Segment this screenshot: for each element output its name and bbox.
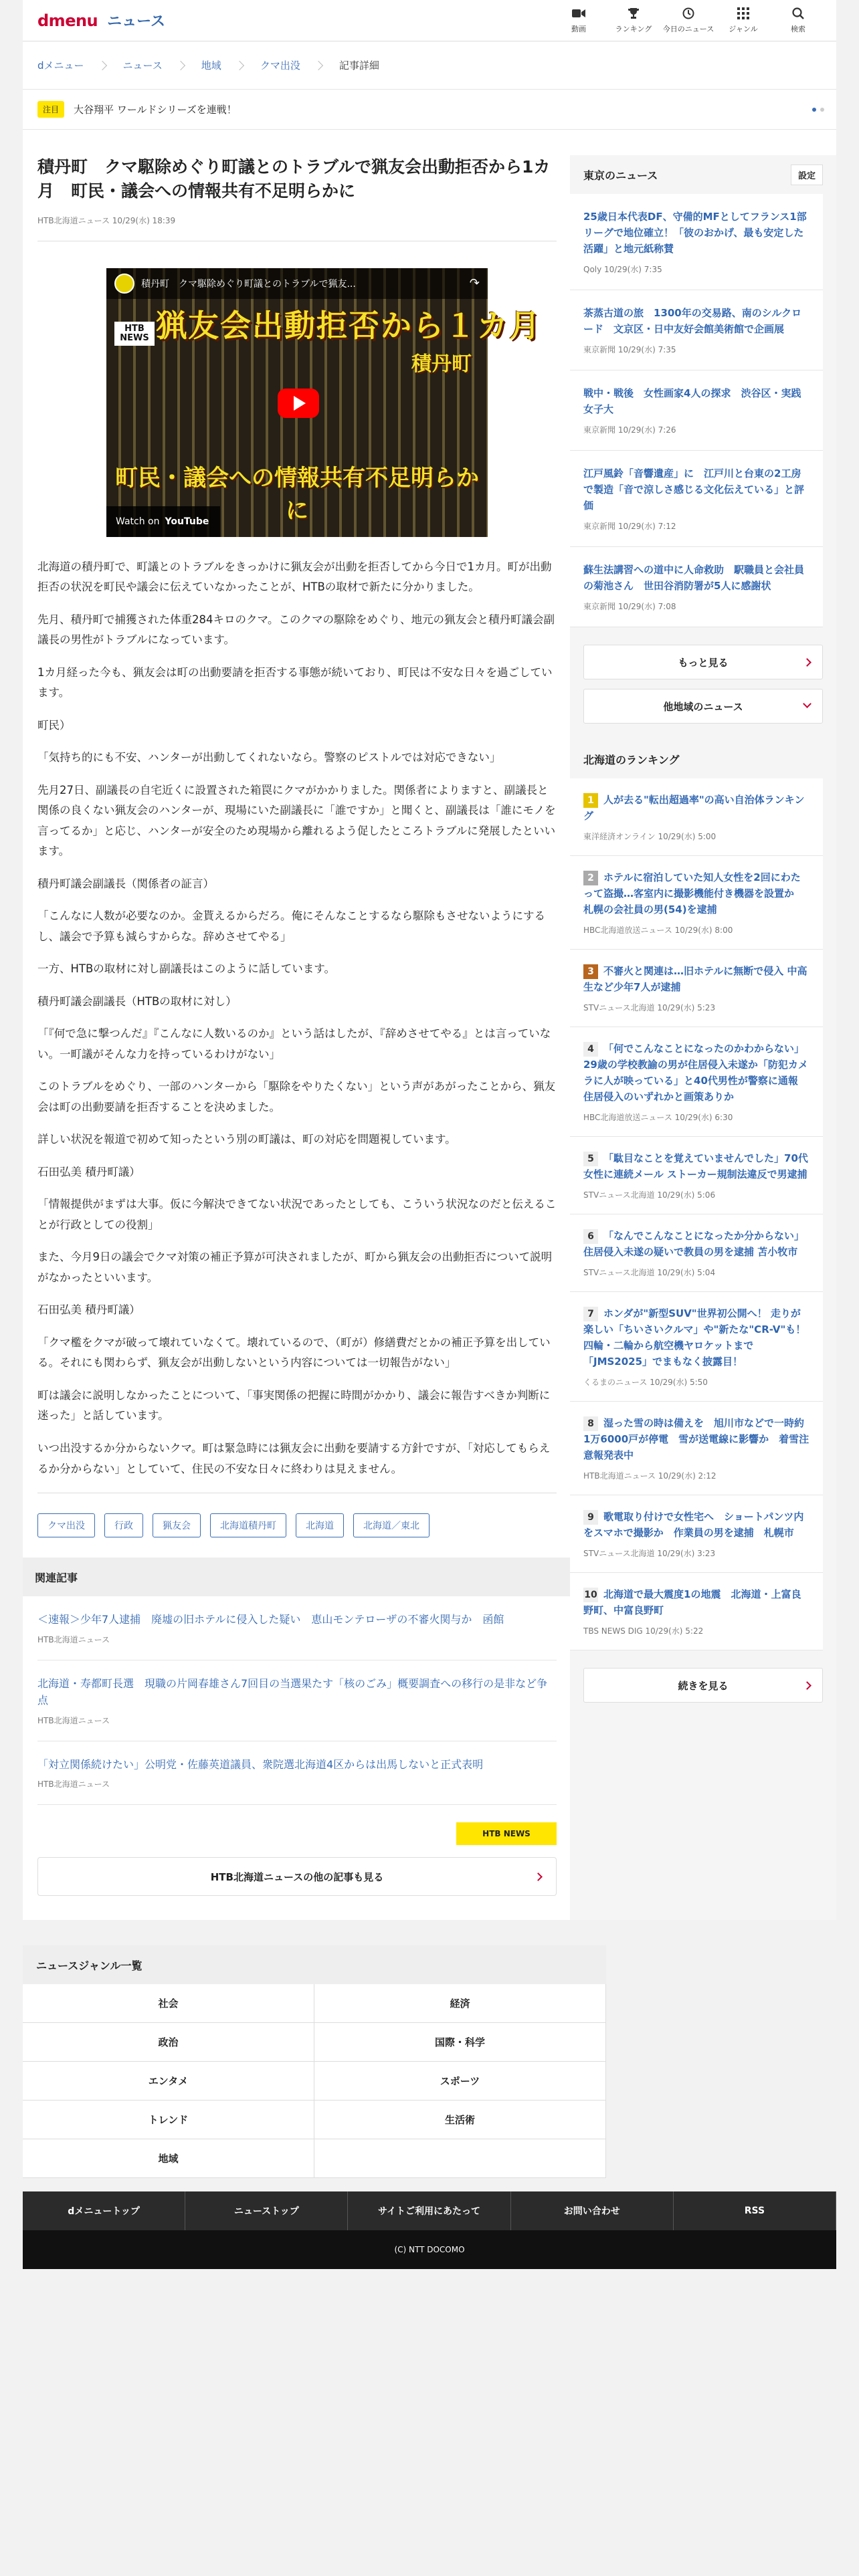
region-news-title[interactable]: 25歳日本代表DF、守備的MFとしてフランス1部リーグで地位確立！「彼のおかげ、最も安定した活躍」と地元紙称賛: [583, 211, 807, 255]
rank-number: 9: [583, 1510, 598, 1525]
ticker-text[interactable]: 大谷翔平 ワールドシリーズを連戦！: [74, 104, 237, 116]
other-region-label: 他地域のニュース: [663, 700, 743, 713]
ranking-title[interactable]: 不審火と関連は…旧ホテルに無断で侵入 中高生など少年7人が逮捕: [583, 965, 807, 993]
ranking-title[interactable]: 「駄目なことを覚えていませんでした」70代女性に連続メール ストーカー規制法違反で男逮捕: [583, 1152, 808, 1180]
article-paragraph: 先月、積丹町で捕獲された体重284キロのクマ。このクマの駆除をめぐり、地元の猟友会と積丹町議会副議長の男性がトラブルになっています。: [37, 613, 555, 647]
spacer: [570, 1650, 823, 1668]
ranking-title[interactable]: ホテルに宿泊していた知人女性を2回にわたって盗撮…客室内に撮影機能付き機器を設置か 札幌の会社員の男(54)を逮捕: [583, 871, 805, 916]
chevron-down-icon: [803, 700, 812, 708]
ranking-title[interactable]: ホンダが"新型SUV"世界初公開へ！ 走りが楽しい「ちいさいクルマ」や"新たな"CR-V"も！ 四輪・二輪から航空機ヤロケットまで「JMS2025」でまもなく披露目！: [583, 1307, 806, 1368]
article-paragraph: 「『何で急に撃つんだ』『こんなに人数いるのか』という話はしたが、『辞めさせてやる』とは言っていない。一町議がそんな力を持っているわけがない」: [37, 1027, 551, 1061]
tag-link[interactable]: 行政: [104, 1513, 143, 1537]
genre-link[interactable]: 経済: [314, 1984, 606, 2023]
chevron-right-icon: [235, 60, 244, 70]
nav-ranking[interactable]: [606, 1, 661, 41]
genre-link[interactable]: 地域: [23, 2139, 314, 2178]
video-title[interactable]: 積丹町 クマ駆除めぐり町議とのトラブルで猟友...: [141, 278, 356, 290]
content-columns: [23, 130, 836, 1920]
chevron-right-icon: [314, 60, 323, 70]
genre-heading: ニュースジャンル一覧: [23, 1945, 606, 1984]
article-paragraph: 「クマ檻をクマが破って壊れていなくて。壊れているので、（町が）修繕費だとかの補正予算を出している。それにも関わらず、猟友会が出動しないという内容については一切報告がない」: [37, 1335, 551, 1370]
ranking-source: HBC北海道放送ニュース 10/29(水) 6:30: [583, 1113, 733, 1122]
nav-search[interactable]: [771, 1, 826, 41]
ticker-dot[interactable]: [820, 108, 824, 112]
article-meta: HTB北海道ニュース 10/29(水) 18:39: [37, 215, 557, 241]
region-news-title: 東京のニュース: [583, 169, 658, 182]
ranking-source: STVニュース北海道 10/29(水) 5:06: [583, 1190, 716, 1200]
footer-link[interactable]: ニューストップ: [185, 2191, 348, 2230]
ranking-source: STVニュース北海道 10/29(水) 3:23: [583, 1549, 716, 1558]
region-news-item[interactable]: [570, 547, 823, 627]
ranking-item[interactable]: [570, 1137, 823, 1214]
site-header: [23, 0, 836, 41]
channel-avatar[interactable]: [114, 274, 134, 294]
genre-link[interactable]: 社会: [23, 1984, 314, 2023]
related-item[interactable]: [37, 1596, 557, 1660]
ranking-item[interactable]: [570, 1495, 823, 1573]
article-paragraph: 先月27日、副議長の自宅近くに設置された箱罠にクマがかかりました。関係者によりますと、副議長と関係の良くない猟友会のハンターが、現場にいた副議長に「誰ですか」と聞くと、副議長は「誰にモノを言ってるか」と応じ、ハンターが安全のため現場から離れるよう促したところトラブルに発展したといいます。: [37, 783, 556, 858]
main-column: [23, 155, 570, 1920]
rank-number: 3: [583, 964, 598, 979]
logo-news: ニュース: [107, 13, 166, 30]
tag-link[interactable]: クマ出没: [37, 1513, 95, 1537]
breadcrumb: [23, 41, 836, 90]
logo-dmenu: dmenu: [37, 11, 98, 30]
nav-video[interactable]: [551, 1, 606, 41]
related-item[interactable]: [37, 1660, 557, 1741]
article-paragraph: 「情報提供がまずは大事。仮に今解決できてない状況であったとしても、こういう状況なのだと伝えることが行政としての役割」: [37, 1198, 557, 1231]
related-title[interactable]: 北海道・寿都町長選 現職の片岡春雄さん7回目の当選果たす「核のごみ」概要調査への移行の是非など争点: [37, 1677, 548, 1707]
genre-link[interactable]: 生活術: [314, 2101, 606, 2139]
news-ticker[interactable]: [23, 90, 836, 130]
more-htb-articles-button[interactable]: [37, 1857, 557, 1896]
play-button[interactable]: [278, 389, 319, 418]
chevron-right-icon: [803, 1681, 812, 1690]
chevron-right-icon: [803, 658, 812, 667]
article-paragraph: 「こんなに人数が必要なのか。金貰えるからだろ。俺にそんなことするなら駆除もさせないようにするし、議会で予算も減らすからな。辞めさせてやる」: [37, 909, 545, 943]
site-logo[interactable]: [37, 10, 165, 31]
ranking-source: 東洋経済オンライン 10/29(水) 5:00: [583, 832, 717, 841]
article-paragraph: 詳しい状況を報道で初めて知ったという別の町議は、町の対応を問題視しています。: [37, 1133, 456, 1146]
ticker-badge: 注目: [37, 101, 64, 118]
copyright: (C) NTT DOCOMO: [23, 2230, 836, 2269]
region-news-source: 東京新聞 10/29(水) 7:12: [583, 522, 676, 531]
spacer: [37, 1896, 557, 1920]
tag-link[interactable]: 北海道: [296, 1513, 344, 1537]
nav-video-label: 動画: [571, 25, 586, 33]
article-paragraph: 北海道の積丹町で、町議とのトラブルをきっかけに猟友会が出動を拒否してから今日で1カ月。町が出動拒否の状況を町民や議会に伝えていなかったことが、HTBの取材で新たに分かりました。: [37, 560, 552, 594]
region-news-item[interactable]: [570, 451, 823, 547]
nav-search-label: 検索: [791, 25, 805, 33]
ranking-title[interactable]: 「なんでこんなことになったか分からない」住居侵入未遂の疑いで教員の男を逮捕 苫小牧市: [583, 1230, 805, 1258]
rank-number: 1: [583, 793, 598, 808]
region-news-heading: [570, 155, 823, 194]
footer-link[interactable]: サイトご利用にあたって: [348, 2191, 510, 2230]
article-body: [37, 557, 557, 1480]
htb-logo[interactable]: HTB NEWS: [456, 1822, 557, 1845]
spacer: [570, 679, 823, 689]
footer-link[interactable]: お問い合わせ: [511, 2191, 674, 2230]
ticker-dot[interactable]: [812, 108, 816, 112]
more-htb-label: HTB北海道ニュースの他の記事も見る: [210, 1870, 384, 1883]
breadcrumb-bear[interactable]: クマ出没: [260, 60, 300, 72]
article-paragraph: 石田弘美 積丹町議）: [37, 1303, 140, 1317]
ranking-title[interactable]: 「何でこんなことになったのかわからない」29歳の学校教諭の男が住居侵入未遂か「防犯カメラに人が映っている」と40代男性が警察に通報 住居侵入のいずれかと画策ありか: [583, 1043, 808, 1103]
region-more-button[interactable]: [583, 645, 823, 679]
region-news-title[interactable]: 江戸風鈴「音響遺産」に 江戸川と台東の2工房で製造「音で涼しさ感じる文化伝えている」と評価: [583, 467, 805, 512]
rank-number: 6: [583, 1229, 598, 1244]
ranking-title[interactable]: 湿った雪の時は備えを 旭川市などで一時約1万6000戸が停電 雪が送電線に影響か 着雪注意報発表中: [583, 1417, 809, 1461]
related-source: HTB北海道ニュース: [37, 1634, 110, 1644]
genre-link[interactable]: エンタメ: [23, 2062, 314, 2101]
related-heading: 関連記事: [23, 1558, 570, 1596]
breadcrumb-news[interactable]: ニュース: [122, 60, 163, 72]
rank-number: 7: [583, 1307, 598, 1321]
ranking-item[interactable]: [570, 950, 823, 1027]
region-more-label: もっと見る: [678, 656, 729, 669]
ranking-title[interactable]: 北海道で最大震度1の地震 北海道・上富良野町、中富良野町: [583, 1588, 801, 1616]
page: [23, 0, 836, 2269]
region-news-item[interactable]: [570, 290, 823, 370]
ranking-item[interactable]: [570, 856, 823, 950]
ranking-source: くるまのニュース 10/29(水) 5:50: [583, 1378, 708, 1387]
region-news-title[interactable]: 戦中・戦後 女性画家4人の探求 渋谷区・実践女子大: [583, 387, 801, 415]
tag-link[interactable]: 猟友会: [153, 1513, 201, 1537]
rank-number: 5: [583, 1152, 598, 1166]
article-paragraph: 「気持ち的にも不安、ハンターが出動してくれないなら。警察のピストルでは対応できない」: [37, 751, 501, 764]
article-paragraph: 一方、HTBの取材に対し副議長はこのように話しています。: [37, 962, 335, 976]
ticker-dots: [812, 108, 824, 112]
settings-button[interactable]: 設定: [791, 165, 823, 185]
breadcrumb-dmenu[interactable]: dメニュー: [37, 60, 84, 72]
tag-link[interactable]: 北海道／東北: [353, 1513, 430, 1537]
sidebar: [570, 155, 836, 1920]
region-news-source: 東京新聞 10/29(水) 7:26: [583, 425, 676, 435]
related-title[interactable]: ＜速報＞少年7人逮捕 廃墟の旧ホテルに侵入した疑い 恵山モンテローザの不審火関与か 函館: [37, 1613, 504, 1626]
ranking-more-button[interactable]: [583, 1668, 823, 1703]
ranking-source: HTB北海道ニュース 10/29(水) 2:12: [583, 1471, 717, 1481]
region-news-source: 東京新聞 10/29(水) 7:08: [583, 602, 676, 611]
watch-on-youtube[interactable]: [106, 506, 220, 537]
genre-section: [23, 1920, 836, 2269]
ranking-source: STVニュース北海道 10/29(水) 5:04: [583, 1268, 716, 1277]
ranking-heading: [570, 740, 823, 778]
breadcrumb-region[interactable]: 地域: [201, 60, 221, 72]
video-icon: [571, 7, 586, 20]
article-paragraph: 町民）: [37, 718, 71, 732]
footer-nav: [23, 2191, 836, 2230]
ranking-source: STVニュース北海道 10/29(水) 5:23: [583, 1003, 716, 1012]
nav-genre[interactable]: [716, 1, 771, 41]
nav-genre-label: ジャンル: [729, 25, 758, 33]
rank-number: 10: [583, 1588, 598, 1602]
region-news-item[interactable]: [570, 370, 823, 451]
ranking-source: TBS NEWS DIG 10/29(水) 5:22: [583, 1626, 704, 1636]
rank-number: 2: [583, 871, 598, 885]
genre-link[interactable]: スポーツ: [314, 2062, 606, 2101]
genre-link[interactable]: 政治: [23, 2023, 314, 2062]
chevron-right-icon: [176, 60, 185, 70]
video-player[interactable]: [106, 268, 541, 537]
video-caption-town: 積丹町: [411, 352, 472, 376]
genre-grid: [23, 1984, 606, 2178]
ranking-source: HBC北海道放送ニュース 10/29(水) 8:00: [583, 926, 733, 935]
ranking-title[interactable]: 歌電取り付けで女性宅へ ショートパンツ内をスマホで撮影か 作業員の男を逮捕 札幌市: [583, 1511, 804, 1539]
video-caption-bottom: 町民・議会への情報共有不足明らかに: [115, 464, 479, 524]
chevron-right-icon: [97, 60, 106, 70]
genre-link[interactable]: 国際・科学: [314, 2023, 606, 2062]
article-paragraph: いつ出没するか分からないクマ。町は緊急時には猟友会に出動を要請する方針ですが、「対応してもらえるか分からない」としていて、住民の不安な日々に終わりは見えません。: [37, 1442, 551, 1475]
tag-link[interactable]: 北海道積丹町: [210, 1513, 286, 1537]
ranking-item[interactable]: [570, 1292, 823, 1402]
region-news-item[interactable]: [570, 194, 823, 290]
share-icon[interactable]: ↷: [469, 276, 480, 290]
ranking-item[interactable]: [570, 1573, 823, 1650]
trophy-icon: [626, 7, 641, 20]
article-paragraph: 石田弘美 積丹町議）: [37, 1165, 140, 1178]
related-footer: [37, 1805, 557, 1857]
ranking-title: 北海道のランキング: [583, 753, 680, 766]
clock-icon: [681, 7, 696, 20]
youtube-logo: YouTube: [165, 516, 209, 527]
tag-list: [37, 1493, 557, 1558]
article-title: 積丹町 クマ駆除めぐり町議とのトラブルで猟友会出動拒否から1カ月 町民・議会への情報共有不足明らかに: [37, 157, 551, 201]
header-nav: [551, 1, 826, 41]
nav-ranking-label: ランキング: [615, 25, 652, 33]
nav-today[interactable]: [661, 1, 716, 41]
nav-today-label: 今日のニュース: [662, 25, 714, 33]
spacer: [570, 724, 823, 740]
spacer: [570, 627, 823, 645]
other-region-button[interactable]: [583, 689, 823, 724]
ranking-item[interactable]: [570, 778, 823, 856]
ranking-item[interactable]: [570, 1214, 823, 1292]
genre-link[interactable]: トレンド: [23, 2101, 314, 2139]
region-news-source: 東京新聞 10/29(水) 7:35: [583, 345, 676, 354]
genre-empty-cell: [314, 2139, 606, 2178]
rank-number: 4: [583, 1042, 598, 1057]
htb-news-logo: HTB NEWS: [114, 322, 155, 346]
region-news-source: Qoly 10/29(水) 7:35: [583, 265, 662, 274]
video-caption-main: 猟友会出動拒否から１カ月: [156, 307, 541, 344]
search-icon: [791, 7, 805, 20]
related-title[interactable]: 「対立関係続けたい」公明党・佐藤英道議員、衆院選北海道4区からは出馬しないと正式表明: [37, 1757, 484, 1771]
article-paragraph: 積丹町議会副議長（HTBの取材に対し）: [37, 994, 237, 1008]
footer-link[interactable]: RSS: [674, 2191, 836, 2230]
region-news-list: [570, 194, 823, 627]
related-source: HTB北海道ニュース: [37, 1715, 110, 1725]
footer-link[interactable]: dメニュートップ: [23, 2191, 185, 2230]
related-source: HTB北海道ニュース: [37, 1780, 110, 1790]
ranking-item[interactable]: [570, 1027, 823, 1137]
article-paragraph: このトラブルをめぐり、一部のハンターから「駆除をやりたくない」という声があがったことから、猟友会は町の出動要請を拒否することを決めました。: [37, 1080, 556, 1113]
article-paragraph: 1カ月経った今も、猟友会は町の出動要請を拒否する事態が続いており、町民は不安な日々を過ごしています。: [37, 665, 553, 700]
ranking-more-label: 続きを見る: [678, 1679, 729, 1692]
video-top-bar: [106, 268, 488, 299]
watch-on-label: Watch on: [116, 516, 160, 527]
ranking-title[interactable]: 人が去る"転出超過率"の高い自治体ランキング: [583, 794, 805, 822]
grid-icon: [736, 7, 751, 20]
article-paragraph: 町は議会に説明しなかったことについて、「事実関係の把握に時間がかかり、議会に報告すべきか判断に迷った」と話しています。: [37, 1388, 551, 1422]
article-paragraph: また、今月9日の議会でクマ対策の補正予算が可決されましたが、町から猟友会の出動拒否について説明がなかったといいます。: [37, 1251, 553, 1284]
chevron-right-icon: [534, 1873, 543, 1882]
region-news-title[interactable]: 茶蒸古道の旅 1300年の交易路、南のシルクロード 文京区・日中友好会館美術館で企画展: [583, 307, 802, 335]
region-news-title[interactable]: 蘇生法講習への道中に人命救助 駅職員と会社員の菊池さん 世田谷消防署が5人に感謝状: [583, 564, 805, 592]
ranking-item[interactable]: [570, 1402, 823, 1495]
article-paragraph: 積丹町議会副議長（関係者の証言）: [37, 877, 214, 890]
rank-number: 8: [583, 1416, 598, 1431]
breadcrumb-current: 記事詳細: [339, 60, 379, 72]
related-item[interactable]: [37, 1741, 557, 1806]
